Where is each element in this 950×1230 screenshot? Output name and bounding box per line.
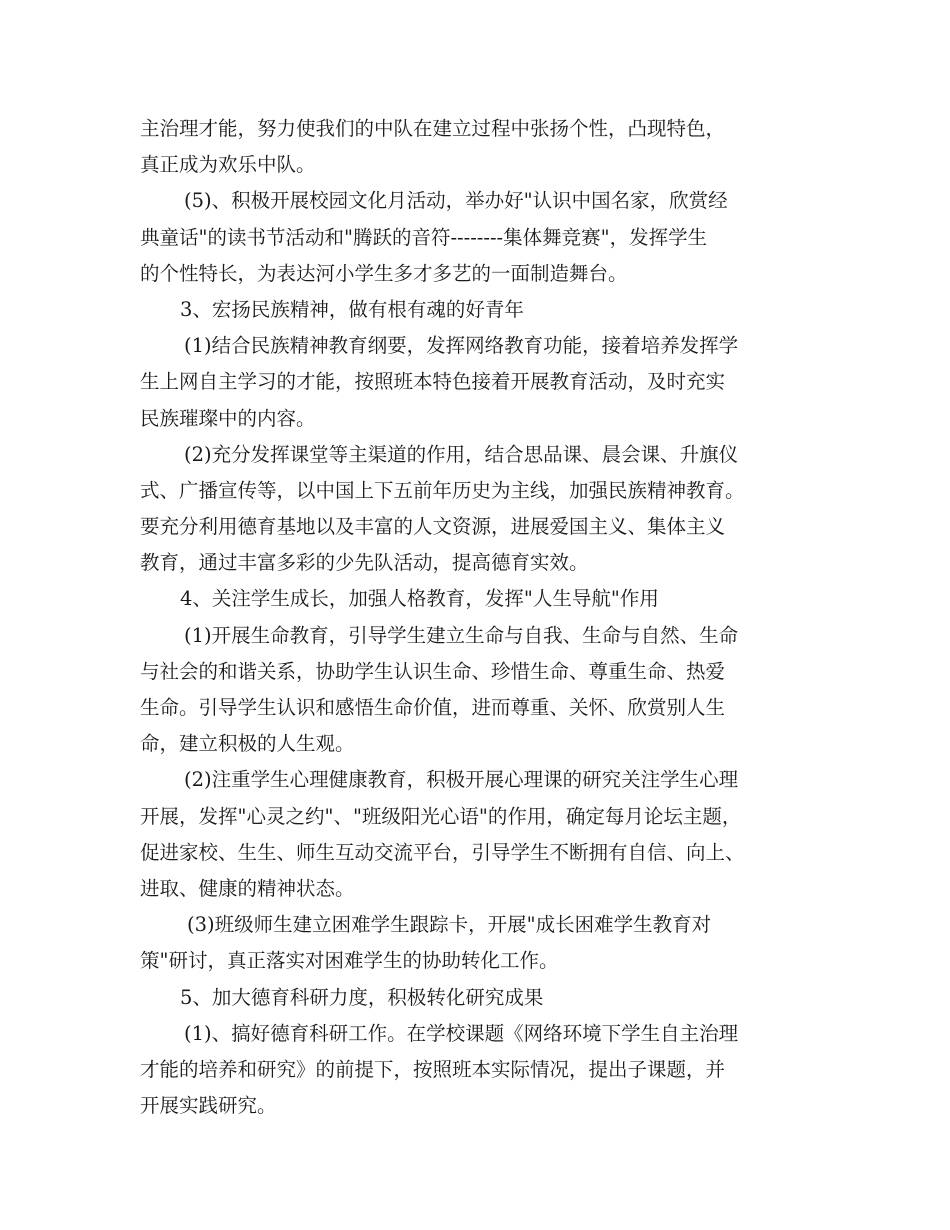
- text-line: 促进家校、生生、师生互动交流平台，引导学生不断拥有自信、向上、: [140, 840, 745, 864]
- text-line: 3、宏扬民族精神，做有根有魂的好青年: [180, 297, 524, 321]
- text-line: 典童话"的读书节活动和"腾跃的音符--------集体舞竞赛"，发挥学生: [140, 225, 708, 249]
- text-line: 命，建立积极的人生观。: [140, 732, 355, 756]
- text-line: 式、广播宣传等，以中国上下五前年历史为主线，加强民族精神教育。: [140, 478, 745, 502]
- text-line: 开展实践研究。: [140, 1094, 277, 1118]
- text-line: (1)开展生命教育，引导学生建立生命与自我、生命与自然、生命: [184, 623, 739, 647]
- text-line: (3)班级师生建立困难学生跟踪卡，开展"成长困难学生教育对: [187, 913, 712, 937]
- text-line: 民族璀璨中的内容。: [140, 406, 316, 430]
- text-line: 主治理才能，努力使我们的中队在建立过程中张扬个性，凸现特色，: [140, 117, 726, 140]
- text-line: (2)充分发挥课堂等主渠道的作用，结合思品课、晨会课、升旗仪: [184, 442, 739, 466]
- text-line: 的个性特长，为表达河小学生多才多艺的一面制造舞台。: [140, 261, 628, 285]
- text-line: (1)结合民族精神教育纲要，发挥网络教育功能，接着培养发挥学: [184, 334, 739, 358]
- text-line: 策"研讨，真正落实对困难学生的协助转化工作。: [140, 949, 559, 973]
- text-line: 生上网自主学习的才能，按照班本特色接着开展教育活动，及时充实: [140, 370, 726, 394]
- text-line: 与社会的和谐关系，协助学生认识生命、珍惜生命、尊重生命、热爱: [140, 659, 726, 683]
- text-line: 开展，发挥"心灵之约"、"班级阳光心语"的作用，确定每月论坛主题，: [140, 804, 742, 828]
- document-body: [140, 111, 820, 1124]
- text-line: 要充分利用德育基地以及丰富的人文资源，进展爱国主义、集体主义: [140, 515, 726, 539]
- text-line: (1)、搞好德育科研工作。在学校课题《网络环境下学生自主治理: [184, 1021, 739, 1045]
- text-line: (5)、积极开展校园文化月活动，举办好"认识中国名家，欣赏经: [184, 189, 728, 213]
- text-line: 5、加大德育科研力度，积极转化研究成果: [180, 985, 544, 1009]
- text-line: 4、关注学生成长，加强人格教育，发挥"人生导航"作用: [180, 587, 659, 611]
- text-line: 进取、健康的精神状态。: [140, 876, 355, 900]
- text-line: 教育，通过丰富多彩的少先队活动，提高德育实效。: [140, 551, 589, 575]
- text-line: (2)注重学生心理健康教育，积极开展心理课的研究关注学生心理: [184, 768, 739, 792]
- text-line: 才能的培养和研究》的前提下，按照班本实际情况，提出子课题，并: [140, 1057, 726, 1081]
- text-line: 生命。引导学生认识和感悟生命价值，进而尊重、关怀、欣赏别人生: [140, 696, 726, 719]
- text-line: 真正成为欢乐中队。: [140, 153, 316, 177]
